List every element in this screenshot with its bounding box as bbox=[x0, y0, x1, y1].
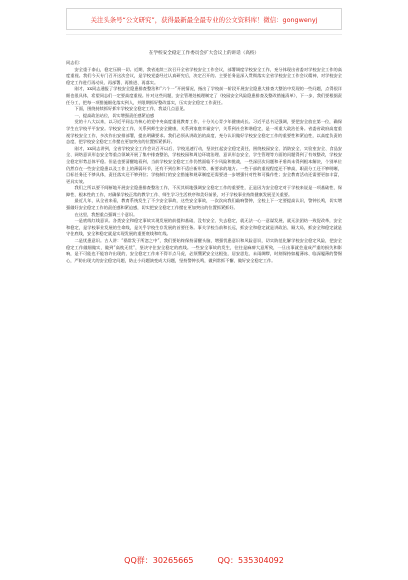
paragraph: 下面，围绕持续抓好抓牢学校安全稳定工作，我谈几点意见。 bbox=[74, 106, 188, 112]
banner-text: 关注头条号“公文研究”，获得最新最全最专业的公文资料库！微信：gongwenyj bbox=[90, 15, 318, 24]
paragraph: 刚才，xx同志通报了学校安全隐患排查整治和“六个一”开展情况，指出了学校前一阶段开展安全隐患大排查大整治中发现的一些问题，点得很详细也很具体，希望同志们一定要高度重视。针对这些问题，安全管理处梳理制定了《校园安全风险隐患排查及整改措施清单》，下一步，我们要根据责任分工，把每一项措施细化落实到人，并限期抓好整改落实，压实安全稳定工作责任。 bbox=[66, 86, 342, 105]
top-banner bbox=[66, 8, 342, 30]
paragraph: 最近几年，从全省来看，教育系统发生了不少安全事故，这些安全事故，一次次向我们敲响警钟，全校上下一定要提高认识，警钟长鸣，切实增强做好安全稳定工作的责任感和紧迫感，切实把安全稳定工作摆在更加突出的位置抓紧抓好。 bbox=[66, 198, 342, 211]
document-page bbox=[66, 42, 342, 264]
section-heading: 一、提高政治站位，切实增强责任感紧迫感 bbox=[74, 112, 155, 118]
paragraph: 在这里，我想重点强调三个意识。 bbox=[74, 211, 138, 217]
header-divider bbox=[66, 34, 342, 35]
paragraph: 一是底线红线意识。各类安全和稳定事故实现发展的前提和基础，没有安全、失去稳定，就无法一心一意谋发展，就无法团结一致促改革，安全和稳定，是学校事业发展的生命线，是关乎学校生存发展的首要任务。事关学校当前和长远，抓安全和稳定就是讲政治、顾大局，抓安全和稳定就是守住底线，安全和稳定就是实现发展的重要底线和红线。 bbox=[66, 218, 342, 237]
paragraph: 二是忧患意识。古人讲：“祸常发于所忽之中”，我们要始终保持清醒头脑，增强忧患意识和风险意识，切实防范化解学校安全稳定风险，把安全稳定工作做细做实，做到“高枕无忧”，坚决守住安全稳定的底线。一些安全事故的发生，往往是麻痹大意所致，一旦出事就会造成严重的损失和影响，是不可能也不能容许出现的，安全稳定工作来不得半点马虎，必须绷紧安全这根弦，居安思危、未雨绸缪，时刻保持如履薄冰、临深履薄的警惕心，严防出现大的安全稳定问题，防止小问题演变成大问题，坚持警钟长鸣，做到常抓不懈，做好安全稳定工作。 bbox=[66, 238, 342, 263]
paragraph: 安全重于泰山，稳定压倒一切。近期，我省连续三次召开全省学校安全工作会议，部署调度学校安全工作，充分体现出省委对学校安全工作的高度重视。我们今天专门召开这次会议，是学校党委经过认真研究后，决定召开的。主要任务是深入贯彻落实全省学校安全工作会议精神，对学校安全稳定工作进行再动员、再部署、再推进、再落实。 bbox=[66, 66, 342, 85]
paragraph: 我们之所以要不间断地开展安全隐患排查整治工作，不厌其烦地强调安全稳定工作的重要性，正是因为安全稳定对于学校来说是一项基础性、保障性、根本性的工作，对确保学校正常的教学工作、师生学习生活秩序和美好前景，对于学校事业持续健康发展至关重要。 bbox=[66, 185, 342, 197]
paragraph: 刚才，xx同志讲到，全省学校安全工作会议召开以后，学校迅速行动，坚决扛起安全稳定责任，围绕校园安全、消防安全、实验室安全、食品安全、网络意识形态安全等重点领域开展了集中排查整治，学校校园和周边环境治理、意识形态安全、学生管理等方面的问题得到了有效整改，学校安全稳定形势总体平稳。但是也要清醒地看到，当前学校安全稳定工作仍然面临不少风险和挑战，一些深层次问题和矛盾尚未得到根本解决，个别单位仍然存在一些安全隐患以及工作上的薄弱环节，还有不到位和不适应新形势、新要求的地方。一些干部的重视程度还不够高，职责分工还不够明晰，目标任务还不够具体，责任落实还不够到位；学校制订的安全措施和规章制度还需要进一步增强针对性和可操作性；安全教育活动还需要更加丰富，更具实效。 bbox=[66, 145, 342, 184]
paragraph: 党的十八大以来，以习近平同志为核心的党中央高度重视教育工作，十分关心青少年健康成长。习近平总书记强调，要把安全放在第一位，确保学生在学校平平安安。学校安全工作，关系到师生安全健康，关系到家庭幸福安宁，关系到社会和谐稳定，是一项重大政治任务。省委省政府高度重视学校安全工作，多次作出安排部署，提出明确要求。我们必须从讲政治的高度，充分认识做好学校安全稳定工作的重要性和紧迫性，以高度负责的态度，把学校安全稳定工作摆在更加突出的位置抓紧抓好。 bbox=[66, 119, 342, 145]
document-title: 在学校安全稳定工作委员会扩大会议上的讲话（高校） bbox=[148, 51, 260, 56]
qq-text: QQ：535304092 bbox=[217, 555, 284, 565]
salutation: 同志们： bbox=[66, 60, 83, 65]
contact-footer bbox=[66, 553, 342, 567]
qq-group-text: QQ群：30265665 bbox=[124, 555, 194, 565]
